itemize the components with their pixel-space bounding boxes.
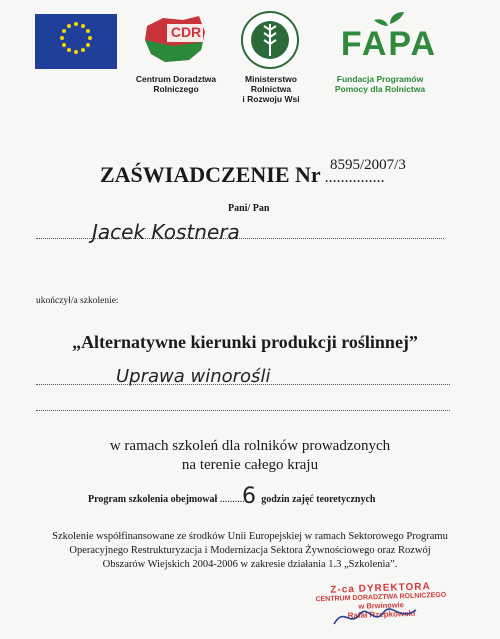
signature-icon [330, 602, 420, 632]
course-title: „Alternatywne kierunki produkcji roślinnej” [72, 332, 418, 352]
participant-name: Jacek Kostnera [92, 220, 240, 244]
ministry-caption-line-3: i Rozwoju Wsi [242, 94, 300, 104]
fapa-caption-line-1: Fundacja Programów [336, 74, 424, 84]
funding-note [0, 530, 500, 572]
course-topic: Uprawa winorośli [116, 366, 271, 387]
fapa-caption-line-2: Pomocy dla Rolnictwa [334, 84, 426, 94]
ministry-caption [226, 74, 316, 104]
stamp-line-3: w Brwinowie [358, 600, 405, 611]
funding-line-1: Szkolenie współfinansowane ze środków Unii Europejskiej w ramach Sektorowego Programu [52, 531, 448, 542]
fapa-logo [334, 8, 444, 64]
eu-flag-logo [35, 14, 117, 69]
ministry-caption-line-1: Ministerstwo [245, 74, 297, 84]
cdr-caption-line-2: Rolniczego [153, 84, 199, 94]
funding-line-2: Operacyjnego Restrukturyzacja i Modernizacja Sektora Żywnościowego oraz Rozwój [69, 545, 431, 556]
completed-label: ukończył/a szkolenie: [36, 296, 119, 306]
cdr-caption [125, 74, 227, 94]
wheat-seal-icon [240, 10, 300, 70]
stamp-line-1: Z-ca DYREKTORA [330, 581, 431, 596]
cdr-logo [143, 12, 207, 64]
certificate-number: 8595/2007/3 [330, 157, 406, 173]
cdr-caption-line-1: Centrum Doradztwa [135, 74, 217, 84]
hours-value: 6 [242, 484, 256, 509]
ministry-caption-line-2: Rolnictwa [250, 84, 292, 94]
program-prefix: Program szkolenia obejmował [88, 494, 218, 505]
eu-stars-icon [35, 14, 117, 69]
certificate-title: ZAŚWIADCZENIE Nr [100, 162, 321, 187]
program-dots: .......... [219, 494, 245, 505]
context-line-2: na terenie całego kraju [181, 457, 319, 473]
program-suffix: godzin zajęć teoretycznych [261, 494, 376, 505]
context-line-1: w ramach szkoleń dla rolników prowadzonych [109, 438, 391, 454]
fapa-mark: FAPA [340, 25, 438, 63]
stamp-line-4: Rafał Rzepkowski [347, 608, 416, 621]
salutation: Pani/ Pan [228, 203, 270, 214]
fapa-caption [318, 74, 442, 94]
topic-line-2 [36, 410, 450, 411]
stamp-line-2: CENTRUM DORADZTWA ROLNICZEGO [315, 591, 447, 604]
topic-line-1 [36, 384, 450, 385]
certificate-number-dots: ............... [324, 169, 385, 186]
cdr-mark: CDR [170, 24, 202, 40]
funding-line-3: Obszarów Wiejskich 2004-2006 w zakresie działania 1.3 „Szkolenia”. [102, 559, 398, 570]
ministry-seal-logo [240, 10, 300, 70]
program-hours-row [88, 494, 375, 505]
